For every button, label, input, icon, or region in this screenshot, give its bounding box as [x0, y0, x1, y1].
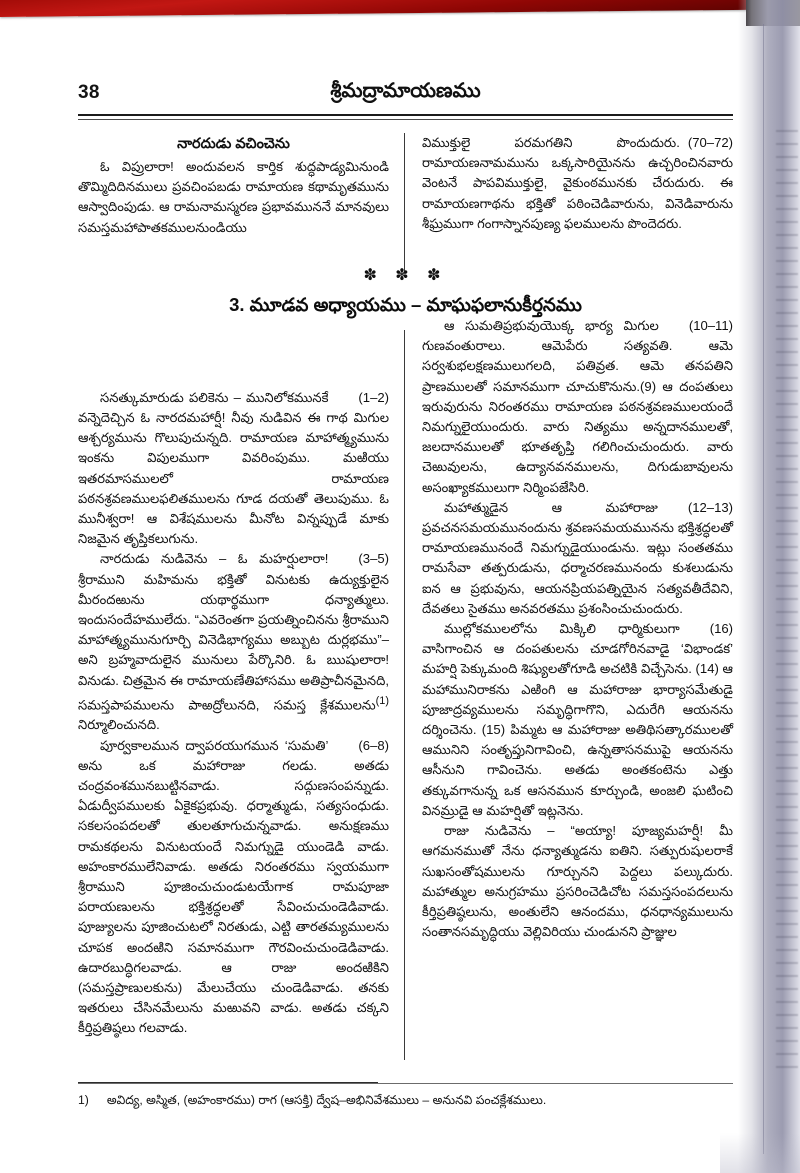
- header-rule-thin: [78, 119, 733, 120]
- column-divider-lower: [404, 330, 405, 1060]
- text-column-right: [422, 133, 733, 942]
- verse-reference: (1–2): [358, 389, 389, 405]
- footnote: [78, 1092, 733, 1109]
- paragraph: (1–2) సనత్కుమారుడు పలికెను – మునిలోకమునకే వన్నెదెచ్చిన ఓ నారదమహార్షీ! నీవు నుడివిన ఈ గాథ మిగుల ఆశ్చర్యమును గొలుపుచున్నది. రామాయణ మాహాత్మ్యమును ఇంకను విపులముగా వివరింపుము. మఱియు ఇతరమాసములలో రామాయణ పఠనశ్రవణములఫలితములను గూడ దయతో తెలుపుము. ఓ మునీశ్వరా! ఆ విశేషములను మీనోట విన్నప్పుడే మాకు నిజమైన తృప్తికలుగును.: [78, 389, 389, 547]
- footnote-rule-long: [78, 1083, 733, 1084]
- paragraph: (10–11) ఆ సుమతిప్రభువుయొక్క భార్య మిగుల గుణవంతురాలు. ఆమెపేరు సత్యవతి. ఆమె సర్వశుభలక్షణములుగలది, పతివ్రత. ఆమె తనపతిని ప్రాణములతో సమానముగా చూచుకొనును.(9) ఆ దంపతులు ఇరువురును నిరంతరము రామాయణ పఠనశ్రవణములయందే నిమగ్నులైయుందురు. వారు నిత్యము అన్నదానములతో, జలదానములతో భూతతృప్తి గలిగించుచుందురు. వారు చెఱువులను, ఉద్యానవనములను, దిగుడుబావులను అసంఖ్యాకములుగా నిర్మింపజేసిరి.: [422, 318, 733, 495]
- footnote-number: 1): [78, 1093, 89, 1107]
- verse-reference: (6–8): [358, 737, 389, 753]
- verse-reference: (10–11): [688, 318, 733, 334]
- column-divider-upper: [404, 133, 405, 271]
- page-edge-bottom-shadow: [720, 1133, 800, 1173]
- section-subheading: నారదుడు వచించెను: [177, 136, 290, 152]
- paragraph: (70–72) విముక్తులై పరమగతిని పొందుదురు. రామాయణనామమును ఒక్కసారియైనను ఉచ్చరించినవారు వెంటనే పాపవిముక్తులై, వైకుంఠమునకు చేరుదురు. ఈ రామాయణగాథను భక్తితో పఠించెడివారును, వినెడివారును శీఘ్రముగా గంగాస్నానపుణ్య ఫలములను పొందెదరు.: [422, 135, 733, 231]
- paragraph: (12–13) మహాత్ముడైన ఆ మహారాజు ప్రవచనసమయమునందును శ్రవణసమయమునను భక్తిశ్రద్ధలతో రామాయణమునందే నిమగ్నుడైయుండును. ఇట్లు సంతతము రామసేవా తత్పరుడును, ధర్మాచరణమునందు కుశలుడును ఐన ఆ ప్రభువును, ఆయనప్రియపత్నియైన సత్యవతీదేవిని, దేవతలు సైతము అనవరతము ప్రశంసించుచుందురు.: [422, 499, 733, 616]
- running-title: శ్రీమద్రామాయణము: [330, 80, 481, 102]
- paragraph: (3–5) నారదుడు నుడివెను – ఓ మహర్షులారా! శ్రీరాముని మహిమను భక్తితో వినుటకు ఉద్యుక్తులైన మీరందఱును యథార్థముగా ధన్యాత్ములు. ఇందుసందేహములేదు. “ఎవరెంతగా ప్రయత్నించినను శ్రీరాముని మాహాత్మ్యమునుగూర్చి వినెడిభాగ్యము అబ్బుట దుర్లభము”– అని బ్రహ్మవాదులైన మునులు పేర్కొనిరి. ఓ ఋషులారా! వినుడు. చిత్రమైన ఈ రామాయణేతిహాసము అతిప్రాచీనమైనది, సమస్తపాపములను పాఱద్రోలునది, సమస్త క్లేశములను$^{(1)}$ నిర్మూలించునది.: [78, 551, 389, 733]
- header-rule-thick: [78, 114, 733, 116]
- page-number: 38: [78, 82, 100, 103]
- paragraph: ఓ విప్రులారా! అందువలన కార్తిక శుద్ధపాడ్యమినుండి తొమ్మిదిదినములు ప్రవచింపబడు రామాయణ కథామృతమును ఆస్వాదింపుడు. ఆ రామనామస్మరణ ప్రభావముననే మానవులు సమస్తమహాపాతకములనుండియు: [78, 159, 389, 235]
- verse-reference: (12–13): [687, 499, 733, 515]
- paragraph: (16) ముల్లోకములలోను మిక్కిలి ధార్మికులుగా వాసిగాంచిన ఆ దంపతులను చూడగోరినవాడై ‘విభాండక’ మహర్షి పెక్కుమంది శిష్యులతోగూడి అచటికి విచ్చేసెను. (14) ఆ మహామునిరాకను ఎఱింగి ఆ మహారాజు భార్యాసమేతుడై పూజాద్రవ్యములను సమృద్ధిగాగొని, ఎదురేగి ఆయనను దర్శించెను. (15) పిమ్మట ఆ మహారాజు అతిథిసత్కారములతో ఆమునిని సంతృప్తునిగావించి, ఉన్నతాసనముపై ఆయనను ఆసీనుని గావించెను. అతడు అంతకంటెను ఎత్తు తక్కువగానున్న ఒక ఆసనమున కూర్చుండి, అంజలి ఘటించి వినమ్రుడై ఆ మహర్షితో ఇట్లనెను.: [422, 621, 733, 818]
- verse-reference: (70–72): [687, 135, 733, 150]
- footnote-text: అవిద్య, అస్మిత, (అహంకారము) రాగ (ఆసక్తి) ద్వేష–అభినివేశములు – అనునవి పంచక్లేశములు.: [106, 1093, 547, 1107]
- section-break-asterisks: ✽ ✽ ✽: [363, 267, 448, 284]
- paragraph: రాజు నుడివెను – “అయ్యా! పూజ్యమహర్షీ! మీ ఆగమనముతో నేను ధన్యాత్ముడను ఐతిని. సత్పురుషులరాకే సుఖసంతోషములను గూర్చునని పెద్దలు పల్కుదురు. మహాత్ముల అనుగ్రహము ప్రసరించెడిచోట సమస్తసంపదలును కీర్తిప్రతిష్ఠలును, అంతులేని ఆనందము, ధనధాన్యములును సంతానసమృద్ధియు వెల్లివిరియు చుండునని ప్రాజ్ఞుల: [422, 823, 733, 940]
- verse-reference: (3–5): [358, 551, 389, 567]
- facing-page-edge-line: [763, 24, 764, 1154]
- facing-page-text-showthrough: [776, 130, 798, 1070]
- verse-reference: (16): [709, 621, 733, 637]
- chapter-title: 3. మూడవ అధ్యాయము – మాఘఫలానుకీర్తనము: [229, 294, 582, 315]
- page-header: [78, 82, 733, 112]
- paragraph: (6–8) పూర్వకాలమున ద్వాపరయుగమున ‘సుమతి’ అను ఒక మహారాజు గలడు. అతడు చంద్రవంశమునబుట్టినవాడు. సద్గుణసంపన్నుడు. ఏడుద్వీపములకు ఏకైకప్రభువు. ధర్మాత్ముడు, సత్యసంధుడు. సకలసంపదలతో తులతూగుచున్నవాడు. అనుక్షణము రామకథలను వినుటయందే నిమగ్నుడై యుండెడి వాడు. అహంకారములేనివాడు. అతడు నిరంతరము స్వయముగా శ్రీరాముని పూజించుచుండుటయేగాక రామపూజా పరాయణులను భక్తిశ్రద్ధలతో సేవించుచుండెడివాడు. పూజ్యులను పూజించుటలో నిరతుడు, ఎట్టి తారతమ్యములను చూపక అందఱిని సమానముగా గౌరవించుచుండెడివాడు. ఉదారబుద్ధిగలవాడు. ఆ రాజు అందఱికిని (సమస్తప్రాణులకును) మేలుచేయు చుండెడివాడు. తనకు ఇతరులు చేసినమేలును మఱువని వాడు. అతడు చక్కని కీర్తిప్రతిష్ఠలు గలవాడు.: [78, 737, 389, 1036]
- chapter-heading-block: [78, 266, 733, 318]
